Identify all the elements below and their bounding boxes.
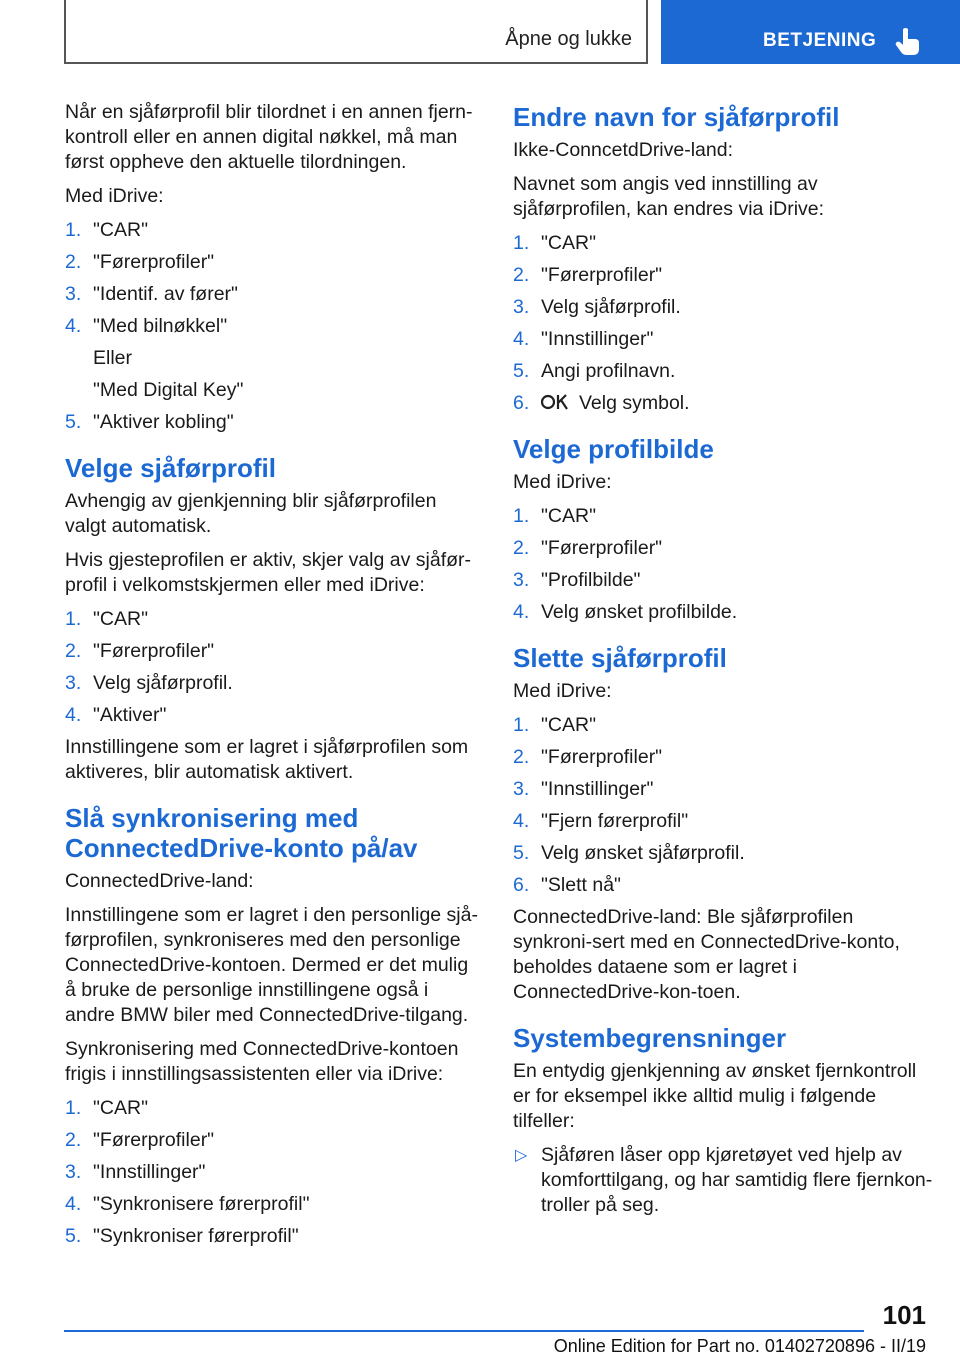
step-text: "Synkroniser førerprofil" [93, 1225, 299, 1247]
step-text: "Slett nå" [541, 874, 621, 896]
list-item [65, 218, 481, 243]
list-item [513, 713, 933, 738]
step-text: "Førerprofiler" [541, 537, 663, 559]
header-section-box [64, 0, 648, 64]
left-column [65, 100, 481, 1256]
heading-system-limits: Systembegrensninger [513, 1023, 787, 1053]
bullet-list [513, 1143, 933, 1218]
heading-profile-picture: Velge profilbilde [513, 434, 714, 464]
step-text: "Førerprofiler" [93, 251, 215, 273]
list-item [513, 1143, 933, 1218]
step-text: "Aktiver" [93, 704, 167, 726]
section-title: Åpne og lukke [505, 28, 632, 50]
list-item [513, 504, 933, 529]
list-item [65, 1224, 481, 1249]
list-item [513, 568, 933, 593]
step-text: Velg symbol. [579, 392, 690, 414]
list-item [513, 391, 933, 416]
step-number: 4. [513, 328, 530, 350]
list-item [65, 282, 481, 307]
step-list [65, 218, 481, 435]
list-item [513, 873, 933, 898]
step-text: "CAR" [541, 505, 597, 527]
step-text: Velg ønsket sjåførprofil. [541, 842, 745, 864]
step-number: 5. [65, 411, 82, 433]
list-item [513, 327, 933, 352]
step-text: "Aktiver kobling" [93, 411, 234, 433]
heading-delete-profile: Slette sjåførprofil [513, 643, 727, 673]
step-text: "Førerprofiler" [541, 264, 663, 286]
step-number: 4. [65, 315, 82, 337]
step-text: "Med bilnøkkel" [93, 315, 228, 337]
paragraph: Hvis gjesteprofilen er aktiv, skjer valg av sjåfør-profil i velkomstskjermen eller med iDrive: [65, 549, 472, 596]
bullet-text: Sjåføren låser opp kjøretøyet ved hjelp av komforttilgang, og har samtidig flere fjernkon-troller på seg. [541, 1144, 933, 1216]
step-text: "Førerprofiler" [541, 746, 663, 768]
right-column [513, 100, 933, 1225]
ok-icon [541, 393, 569, 411]
paragraph: Med iDrive: [513, 680, 612, 702]
step-number: 3. [513, 778, 530, 800]
chapter-title: BETJENING [763, 30, 877, 51]
step-or: Eller [93, 347, 133, 369]
paragraph: Innstillingene som er lagret i sjåførprofilen som aktiveres, blir automatisk aktivert. [65, 736, 469, 783]
paragraph: Avhengig av gjenkjenning blir sjåførprofilen valgt automatisk. [65, 490, 437, 537]
list-item [513, 231, 933, 256]
list-item [65, 410, 481, 435]
chapter-tab[interactable] [661, 0, 960, 64]
step-text: "CAR" [541, 232, 597, 254]
step-text: "Førerprofiler" [93, 640, 215, 662]
step-text: "Innstillinger" [541, 778, 654, 800]
step-text: "CAR" [541, 714, 597, 736]
heading-select-profile: Velge sjåførprofil [65, 453, 276, 483]
step-text: Velg ønsket profilbilde. [541, 601, 738, 623]
step-number: 2. [513, 746, 530, 768]
step-list [513, 231, 933, 416]
step-text: Angi profilnavn. [541, 360, 676, 382]
step-number: 3. [65, 1161, 82, 1183]
list-item [513, 295, 933, 320]
page-number: 101 [882, 1300, 926, 1330]
list-item [65, 1192, 481, 1217]
footer-edition: Online Edition for Part no. 01402720896 - II/19 [553, 1336, 926, 1356]
step-number: 2. [65, 1129, 82, 1151]
step-number: 4. [513, 810, 530, 832]
step-text: Velg sjåførprofil. [93, 672, 233, 694]
list-item [65, 639, 481, 664]
step-number: 6. [513, 874, 530, 896]
list-item [513, 745, 933, 770]
step-number: 3. [513, 569, 530, 591]
list-item [65, 1128, 481, 1153]
list-item [65, 314, 481, 403]
step-list [513, 504, 933, 625]
step-number: 5. [513, 360, 530, 382]
step-number: 3. [513, 296, 530, 318]
step-text: Velg sjåførprofil. [541, 296, 681, 318]
paragraph: ConnectedDrive-land: Ble sjåførprofilen synkroni-sert med en ConnectedDrive-konto, beholdes dataene som er lagret i ConnectedDrive-kon-toen. [513, 906, 900, 1003]
hand-pointer-icon [895, 26, 921, 56]
list-item [65, 1096, 481, 1121]
paragraph: Synkronisering med ConnectedDrive-kontoen frigis i innstillingsassistenten eller via iDrive: [65, 1038, 459, 1085]
paragraph: Ikke-ConncetdDrive-land: [513, 139, 734, 161]
paragraph: En entydig gjenkjenning av ønsket fjernkontroll er for eksempel ikke alltid mulig i følgende tilfeller: [513, 1060, 917, 1132]
list-item [65, 1160, 481, 1185]
step-text: "Innstillinger" [93, 1161, 206, 1183]
step-number: 3. [65, 283, 82, 305]
list-item [513, 263, 933, 288]
step-number: 1. [65, 608, 82, 630]
paragraph: Navnet som angis ved innstilling av sjåførprofilen, kan endres via iDrive: [513, 173, 825, 220]
intro-paragraph: Når en sjåførprofil blir tilordnet i en annen fjern-kontroll eller en annen digital nøkkel, må man først oppheve den aktuelle tilordningen. [65, 101, 473, 173]
list-item [65, 250, 481, 275]
step-number: 4. [65, 1193, 82, 1215]
step-number: 4. [65, 704, 82, 726]
step-number: 6. [513, 392, 530, 414]
step-number: 5. [513, 842, 530, 864]
paragraph: Med iDrive: [513, 471, 612, 493]
step-list [65, 607, 481, 728]
paragraph: Innstillingene som er lagret i den personlige sjå-førprofilen, synkroniseres med den personlige ConnectedDrive-kontoen. Dermed er det mulig å bruke de personlige innstillingene også i andre BMW biler med ConnectedDrive-tilgang. [65, 904, 478, 1026]
step-text: "CAR" [93, 1097, 149, 1119]
step-text: "Synkronisere førerprofil" [93, 1193, 310, 1215]
step-number: 2. [65, 251, 82, 273]
footer-divider [64, 1330, 864, 1332]
step-list [65, 1096, 481, 1249]
step-text: "CAR" [93, 608, 149, 630]
step-text: "CAR" [93, 219, 149, 241]
list-item [513, 600, 933, 625]
step-text: "Innstillinger" [541, 328, 654, 350]
step-number: 3. [65, 672, 82, 694]
step-list [513, 713, 933, 898]
step-number: 1. [513, 505, 530, 527]
list-item [65, 671, 481, 696]
list-item [513, 841, 933, 866]
step-number: 5. [65, 1225, 82, 1247]
list-item [513, 359, 933, 384]
step-number: 2. [513, 537, 530, 559]
heading-sync: Slå synkronisering med ConnectedDrive-konto på/av [65, 803, 418, 863]
with-idrive-label: Med iDrive: [65, 185, 164, 207]
step-number: 1. [65, 219, 82, 241]
step-number: 4. [513, 601, 530, 623]
step-text: "Førerprofiler" [93, 1129, 215, 1151]
triangle-bullet-icon: ▷ [515, 1147, 528, 1164]
step-number: 1. [65, 1097, 82, 1119]
list-item [65, 607, 481, 632]
step-number: 2. [65, 640, 82, 662]
step-text: "Fjern førerprofil" [541, 810, 689, 832]
paragraph: ConnectedDrive-land: [65, 870, 254, 892]
step-number: 1. [513, 232, 530, 254]
step-text: "Profilbilde" [541, 569, 641, 591]
step-number: 2. [513, 264, 530, 286]
heading-rename-profile: Endre navn for sjåførprofil [513, 102, 840, 132]
list-item [513, 777, 933, 802]
list-item [513, 536, 933, 561]
list-item [65, 703, 481, 728]
step-number: 1. [513, 714, 530, 736]
step-alternative: "Med Digital Key" [93, 379, 244, 401]
list-item [513, 809, 933, 834]
step-text: "Identif. av fører" [93, 283, 238, 305]
